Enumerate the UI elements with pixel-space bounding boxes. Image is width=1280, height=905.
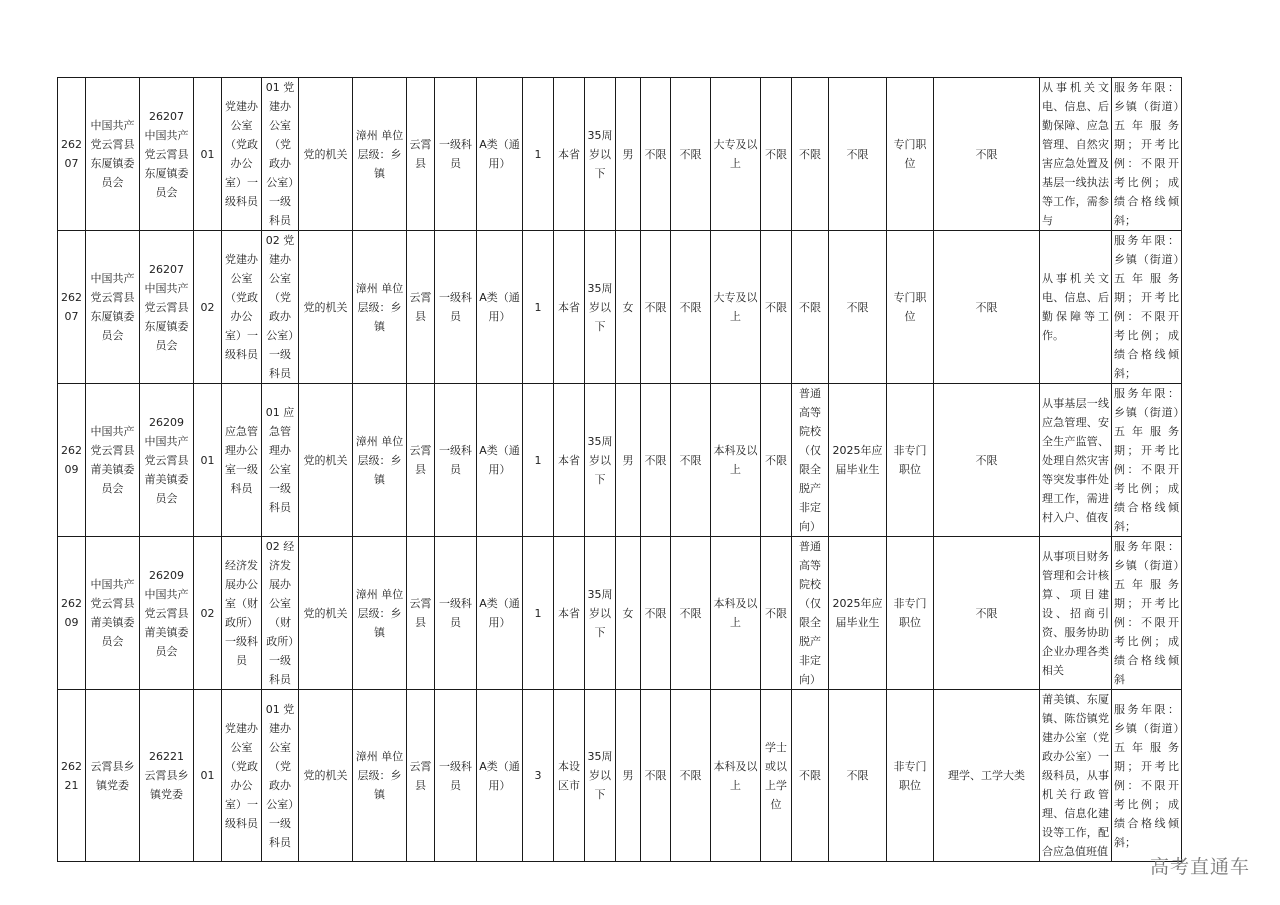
job-number-cell: 01 <box>194 690 222 862</box>
region-level-cell: 漳州 单位层级：乡镇 <box>353 231 407 384</box>
applicant-type-cell: 2025年应届毕业生 <box>829 384 887 537</box>
education-cell: 本科及以上 <box>711 384 761 537</box>
degree-cell: 不限 <box>761 78 792 231</box>
political-status-cell: 不限 <box>671 231 711 384</box>
major-cell: 理学、工学大类 <box>934 690 1040 862</box>
table-row <box>58 690 1182 862</box>
job-level-cell: 一级科员 <box>435 231 477 384</box>
position-code-cell: 26209 <box>58 384 86 537</box>
remarks-cell: 服务年限：乡镇（街道）五年服务期；开考比例：不限开考比例；成绩合格线倾斜 <box>1112 537 1182 690</box>
agency-type-cell: 党的机关 <box>299 384 353 537</box>
job-full-title-cell: 01 应急管理办公室一级科员 <box>262 384 299 537</box>
gender-cell: 男 <box>616 384 641 537</box>
age-limit-cell: 35周岁以下 <box>585 537 616 690</box>
job-full-title-cell: 02 党建办公室（党政办公室）一级科员 <box>262 231 299 384</box>
political-status-cell: 不限 <box>671 690 711 862</box>
education-cell: 本科及以上 <box>711 537 761 690</box>
employer-name-cell: 中国共产党云霄县东厦镇委员会 <box>86 231 140 384</box>
recruit-count-cell: 1 <box>523 78 554 231</box>
age-limit-cell: 35周岁以下 <box>585 384 616 537</box>
household-scope-cell: 本省 <box>554 537 585 690</box>
watermark-logo: 高考直通车 <box>1149 856 1250 878</box>
job-title-cell: 党建办公室（党政办公室）一级科员 <box>222 78 262 231</box>
education-cell: 本科及以上 <box>711 690 761 862</box>
position-code-cell: 26221 <box>58 690 86 862</box>
agency-type-cell: 党的机关 <box>299 231 353 384</box>
remarks-cell: 服务年限：乡镇（街道）五年服务期；开考比例：不限开考比例；成绩合格线倾斜； <box>1112 231 1182 384</box>
exam-category-cell: A类（通用） <box>477 231 523 384</box>
job-title-cell: 党建办公室（党政办公室）一级科员 <box>222 690 262 862</box>
duties-cell: 从事机关文电、信息、后勤保障等工作。 <box>1040 231 1112 384</box>
ethnicity-cell: 不限 <box>641 78 671 231</box>
recruit-count-cell: 1 <box>523 537 554 690</box>
employer-name-cell: 中国共产党云霄县莆美镇委员会 <box>86 384 140 537</box>
position-type-cell: 专门职位 <box>887 78 934 231</box>
duties-cell: 从事项目财务管理和会计核算、项目建设、招商引资、服务协助企业办理各类相关 <box>1040 537 1112 690</box>
age-limit-cell: 35周岁以下 <box>585 231 616 384</box>
education-cell: 大专及以上 <box>711 231 761 384</box>
gender-cell: 男 <box>616 690 641 862</box>
household-scope-cell: 本省 <box>554 231 585 384</box>
exam-category-cell: A类（通用） <box>477 690 523 862</box>
job-title-cell: 应急管理办公室一级科员 <box>222 384 262 537</box>
recruit-count-cell: 1 <box>523 231 554 384</box>
ethnicity-cell: 不限 <box>641 384 671 537</box>
region-level-cell: 漳州 单位层级：乡镇 <box>353 384 407 537</box>
gender-cell: 女 <box>616 537 641 690</box>
employer-full-cell: 26221 云霄县乡镇党委 <box>140 690 194 862</box>
degree-cell: 不限 <box>761 537 792 690</box>
degree-cell: 不限 <box>761 231 792 384</box>
job-full-title-cell: 01 党建办公室（党政办公室）一级科员 <box>262 690 299 862</box>
job-full-title-cell: 02 经济发展办公室（财政所）一级科员 <box>262 537 299 690</box>
age-limit-cell: 35周岁以下 <box>585 78 616 231</box>
county-cell: 云霄县 <box>407 384 435 537</box>
ethnicity-cell: 不限 <box>641 537 671 690</box>
county-cell: 云霄县 <box>407 690 435 862</box>
job-title-cell: 经济发展办公室（财政所）一级科员 <box>222 537 262 690</box>
political-status-cell: 不限 <box>671 78 711 231</box>
household-scope-cell: 本省 <box>554 384 585 537</box>
job-number-cell: 01 <box>194 384 222 537</box>
agency-type-cell: 党的机关 <box>299 537 353 690</box>
duties-cell: 从事基层一线应急管理、安全生产监管、处理自然灾害等突发事件处理工作，需进村入户、值夜 <box>1040 384 1112 537</box>
employer-name-cell: 中国共产党云霄县东厦镇委员会 <box>86 78 140 231</box>
employer-full-cell: 26209 中国共产党云霄县莆美镇委员会 <box>140 537 194 690</box>
duties-cell: 从事机关文电、信息、后勤保障、应急管理、自然灾害应急处置及基层一线执法等工作，需参与 <box>1040 78 1112 231</box>
recruit-count-cell: 1 <box>523 384 554 537</box>
agency-type-cell: 党的机关 <box>299 78 353 231</box>
job-level-cell: 一级科员 <box>435 690 477 862</box>
ethnicity-cell: 不限 <box>641 231 671 384</box>
household-scope-cell: 本设区市 <box>554 690 585 862</box>
degree-cell: 学士或以上学位 <box>761 690 792 862</box>
school-type-cell: 普通高等院校（仅限全脱产非定向） <box>792 537 829 690</box>
applicant-type-cell: 不限 <box>829 231 887 384</box>
job-number-cell: 02 <box>194 537 222 690</box>
recruit-count-cell: 3 <box>523 690 554 862</box>
employer-name-cell: 云霄县乡镇党委 <box>86 690 140 862</box>
major-cell: 不限 <box>934 537 1040 690</box>
duties-cell: 莆美镇、东厦镇、陈岱镇党建办公室（党政办公室）一级科员，从事机关行政管理、信息化建设等工作，配合应急值班值 <box>1040 690 1112 862</box>
school-type-cell: 不限 <box>792 690 829 862</box>
political-status-cell: 不限 <box>671 384 711 537</box>
gender-cell: 女 <box>616 231 641 384</box>
remarks-cell: 服务年限：乡镇（街道）五年服务期；开考比例：不限开考比例；成绩合格线倾斜； <box>1112 384 1182 537</box>
region-level-cell: 漳州 单位层级：乡镇 <box>353 690 407 862</box>
employer-full-cell: 26207 中国共产党云霄县东厦镇委员会 <box>140 78 194 231</box>
employer-name-cell: 中国共产党云霄县莆美镇委员会 <box>86 537 140 690</box>
table-row <box>58 78 1182 231</box>
position-type-cell: 专门职位 <box>887 231 934 384</box>
position-code-cell: 26207 <box>58 78 86 231</box>
major-cell: 不限 <box>934 231 1040 384</box>
position-code-cell: 26207 <box>58 231 86 384</box>
school-type-cell: 不限 <box>792 78 829 231</box>
table-row <box>58 231 1182 384</box>
employer-full-cell: 26207 中国共产党云霄县东厦镇委员会 <box>140 231 194 384</box>
county-cell: 云霄县 <box>407 231 435 384</box>
ethnicity-cell: 不限 <box>641 690 671 862</box>
major-cell: 不限 <box>934 384 1040 537</box>
agency-type-cell: 党的机关 <box>299 690 353 862</box>
position-type-cell: 非专门职位 <box>887 690 934 862</box>
region-level-cell: 漳州 单位层级：乡镇 <box>353 537 407 690</box>
political-status-cell: 不限 <box>671 537 711 690</box>
job-full-title-cell: 01 党建办公室（党政办公室）一级科员 <box>262 78 299 231</box>
school-type-cell: 普通高等院校（仅限全脱产非定向） <box>792 384 829 537</box>
job-table <box>57 77 1182 862</box>
remarks-cell: 服务年限：乡镇（街道）五年服务期；开考比例：不限开考比例；成绩合格线倾斜； <box>1112 78 1182 231</box>
exam-category-cell: A类（通用） <box>477 78 523 231</box>
exam-category-cell: A类（通用） <box>477 384 523 537</box>
age-limit-cell: 35周岁以下 <box>585 690 616 862</box>
job-level-cell: 一级科员 <box>435 537 477 690</box>
degree-cell: 不限 <box>761 384 792 537</box>
job-level-cell: 一级科员 <box>435 78 477 231</box>
major-cell: 不限 <box>934 78 1040 231</box>
region-level-cell: 漳州 单位层级：乡镇 <box>353 78 407 231</box>
job-title-cell: 党建办公室（党政办公室）一级科员 <box>222 231 262 384</box>
job-number-cell: 02 <box>194 231 222 384</box>
employer-full-cell: 26209 中国共产党云霄县莆美镇委员会 <box>140 384 194 537</box>
table-row <box>58 537 1182 690</box>
exam-category-cell: A类（通用） <box>477 537 523 690</box>
household-scope-cell: 本省 <box>554 78 585 231</box>
position-type-cell: 非专门职位 <box>887 537 934 690</box>
applicant-type-cell: 不限 <box>829 78 887 231</box>
job-number-cell: 01 <box>194 78 222 231</box>
job-level-cell: 一级科员 <box>435 384 477 537</box>
education-cell: 大专及以上 <box>711 78 761 231</box>
county-cell: 云霄县 <box>407 537 435 690</box>
position-code-cell: 26209 <box>58 537 86 690</box>
county-cell: 云霄县 <box>407 78 435 231</box>
school-type-cell: 不限 <box>792 231 829 384</box>
gender-cell: 男 <box>616 78 641 231</box>
applicant-type-cell: 不限 <box>829 690 887 862</box>
applicant-type-cell: 2025年应届毕业生 <box>829 537 887 690</box>
table-row <box>58 384 1182 537</box>
remarks-cell: 服务年限：乡镇（街道）五年服务期；开考比例：不限开考比例；成绩合格线倾斜； <box>1112 690 1182 862</box>
position-type-cell: 非专门职位 <box>887 384 934 537</box>
